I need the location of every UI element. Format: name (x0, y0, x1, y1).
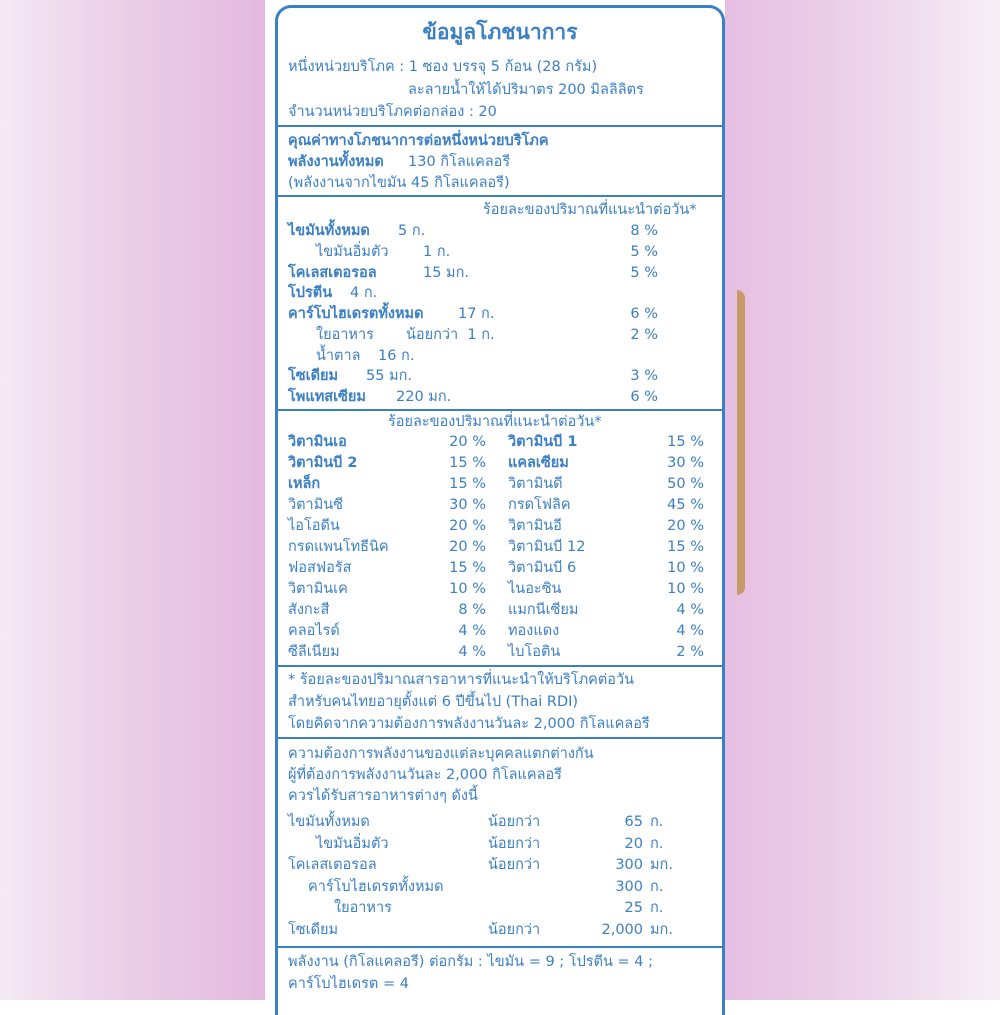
needs-value: 300 (615, 857, 643, 873)
vitamin-pct: 4 % (458, 623, 486, 639)
needs-label: โซเดียม (288, 921, 339, 938)
needs-line: ความต้องการพลังงานของแต่ละบุคคลแตกต่างกัน (288, 746, 594, 762)
needs-unit: ก. (650, 814, 664, 830)
vitamin-pct: 2 % (676, 644, 704, 660)
needs-value: 25 (624, 900, 643, 916)
separator (278, 195, 722, 197)
vitamin-label: วิตามินดี (508, 476, 563, 492)
nutrient-amount: 55 มก. (366, 368, 413, 384)
vitamin-label: วิตามินบี 12 (508, 539, 586, 555)
vitamin-label: คลอไรด์ (288, 623, 340, 639)
vitamin-label: วิตามินเค (288, 581, 348, 597)
vitamin-pct: 4 % (676, 623, 704, 639)
needs-unit: ก. (650, 900, 664, 916)
needs-qualifier: น้อยกว่า (488, 814, 541, 830)
nutrient-label: คาร์โบไฮเดรตทั้งหมด (288, 306, 424, 322)
vitamin-label: ซีลีเนียม (288, 644, 340, 660)
nutrient-amount: 1 ก. (423, 244, 451, 260)
vitamin-pct: 10 % (449, 581, 486, 597)
vitamin-pct: 8 % (458, 602, 486, 618)
vitamin-pct: 4 % (676, 602, 704, 618)
nutrient-label: ไขมันทั้งหมด (288, 223, 370, 239)
needs-qualifier: น้อยกว่า (488, 921, 541, 938)
needs-value: 300 (615, 878, 643, 895)
separator (278, 946, 722, 948)
needs-line: ผู้ที่ต้องการพลังงานวันละ 2,000 กิโลแคลอรี (288, 767, 562, 783)
nutrition-facts-panel (275, 5, 725, 1015)
needs-label: ไขมันอิ่มตัว (316, 835, 389, 852)
footnote-line: สำหรับคนไทยอายุตั้งแต่ 6 ปีขึ้นไป (Thai RDI) (288, 694, 579, 710)
vitamin-pct: 45 % (667, 497, 704, 513)
vitamin-pct: 4 % (458, 644, 486, 660)
nutrient-pct: 6 % (630, 389, 658, 405)
vitamin-pct: 15 % (449, 455, 486, 471)
package-decoration (737, 290, 745, 595)
nutrient-pct: 6 % (630, 306, 658, 322)
vitamin-label: สังกะสี (288, 602, 330, 618)
nutrient-label: โซเดียม (288, 368, 339, 384)
vitamin-pct: 50 % (667, 476, 704, 492)
nutrient-amount: 15 มก. (423, 265, 470, 281)
nutrient-label: โพแทสเซียม (288, 389, 366, 405)
vitamin-pct: 20 % (449, 518, 486, 534)
nutrient-amount: 220 มก. (396, 389, 452, 405)
nutrient-amount: 16 ก. (378, 348, 415, 364)
fat-energy: (พลังงานจากไขมัน 45 กิโลแคลอรี) (288, 175, 510, 191)
total-energy-value: 130 กิโลแคลอรี (408, 154, 511, 170)
nutrients-header: ร้อยละของปริมาณที่แนะนำต่อวัน* (483, 202, 697, 218)
vitamin-label: ทองแดง (508, 623, 560, 639)
vitamin-label: วิตามินบี 2 (288, 455, 358, 471)
needs-unit: มก. (650, 921, 673, 938)
separator (278, 409, 722, 411)
vitamins-header: ร้อยละของปริมาณที่แนะนำต่อวัน* (388, 414, 602, 430)
nutrient-label: น้ำตาล (316, 348, 361, 364)
nutrient-pct: 5 % (630, 265, 658, 281)
needs-value: 65 (624, 814, 643, 830)
nutrient-pct: 3 % (630, 368, 658, 384)
vitamin-label: วิตามินเอ (288, 434, 347, 450)
vitamin-label: วิตามินอี (508, 518, 562, 534)
vitamin-pct: 20 % (449, 539, 486, 555)
footnote-line: * ร้อยละของปริมาณสารอาหารที่แนะนำให้บริโภคต่อวัน (288, 672, 635, 688)
needs-label: โคเลสเตอรอล (288, 857, 377, 873)
nutrient-label: โปรตีน (288, 285, 333, 301)
panel-title: ข้อมูลโภชนาการ (422, 20, 578, 44)
vitamin-pct: 30 % (667, 455, 704, 471)
nutrient-pct: 5 % (630, 244, 658, 260)
vitamin-label: ไอโอดีน (288, 518, 340, 534)
nutrient-label: โคเลสเตอรอล (288, 265, 377, 281)
nutrient-amount: 5 ก. (398, 223, 426, 239)
vitamin-pct: 15 % (449, 560, 486, 576)
nutrient-pct: 2 % (630, 327, 658, 343)
needs-unit: มก. (650, 857, 673, 873)
vitamin-pct: 10 % (667, 581, 704, 597)
vitamin-label: เหล็ก (288, 476, 321, 492)
serving-size: หนึ่งหน่วยบริโภค : 1 ซอง บรรจุ 5 ก้อน (28 กรัม) (288, 59, 598, 75)
nutrient-pct: 8 % (630, 223, 658, 239)
energy-heading: คุณค่าทางโภชนาการต่อหนึ่งหน่วยบริโภค (288, 133, 549, 149)
nutrient-amount: 4 ก. (350, 285, 378, 301)
vitamin-pct: 15 % (449, 476, 486, 492)
vitamin-pct: 15 % (667, 539, 704, 555)
vitamin-pct: 20 % (449, 434, 486, 450)
vitamin-label: กรดโฟลิค (508, 497, 571, 513)
needs-unit: ก. (650, 835, 664, 852)
separator (278, 125, 722, 127)
vitamin-pct: 10 % (667, 560, 704, 576)
nutrient-label: ใยอาหาร (316, 327, 374, 343)
vitamin-label: แมกนีเซียม (508, 602, 579, 618)
package-background-left (0, 0, 265, 1000)
vitamin-label: กรดแพนโทธีนิค (288, 539, 389, 555)
vitamin-label: วิตามินบี 6 (508, 560, 577, 576)
footnote-line: โดยคิดจากความต้องการพลังงานวันละ 2,000 กิโลแคลอรี (288, 716, 650, 732)
needs-label: ใยอาหาร (334, 900, 392, 916)
needs-unit: ก. (650, 878, 664, 895)
vitamin-label: ไบโอติน (508, 644, 561, 660)
energy-per-gram-2: คาร์โบไฮเดรต = 4 (288, 976, 409, 992)
separator (278, 665, 722, 667)
nutrient-label: ไขมันอิ่มตัว (316, 244, 389, 260)
servings-per-box: จำนวนหน่วยบริโภคต่อกล่อง : 20 (288, 104, 497, 120)
nutrient-amount: น้อยกว่า 1 ก. (406, 327, 495, 343)
needs-value: 20 (624, 835, 643, 852)
needs-label: ไขมันทั้งหมด (288, 814, 370, 830)
vitamin-label: วิตามินบี 1 (508, 434, 578, 450)
vitamin-pct: 30 % (449, 497, 486, 513)
needs-value: 2,000 (601, 921, 643, 938)
vitamin-label: ฟอสฟอรัส (288, 560, 352, 576)
vitamin-label: แคลเซียม (508, 455, 569, 471)
needs-qualifier: น้อยกว่า (488, 835, 541, 852)
needs-label: คาร์โบไฮเดรตทั้งหมด (308, 878, 444, 895)
total-energy-label: พลังงานทั้งหมด (288, 154, 384, 170)
energy-per-gram: พลังงาน (กิโลแคลอรี) ต่อกรัม : ไขมัน = 9 ; โปรตีน = 4 ; (288, 954, 653, 970)
vitamin-label: วิตามินซี (288, 497, 344, 513)
vitamin-label: ไนอะซิน (508, 581, 562, 597)
vitamin-pct: 15 % (667, 434, 704, 450)
needs-line: ควรได้รับสารอาหารต่างๆ ดังนี้ (288, 788, 478, 804)
vitamin-pct: 20 % (667, 518, 704, 534)
serving-prep: ละลายน้ำให้ได้ปริมาตร 200 มิลลิลิตร (408, 82, 644, 98)
separator (278, 737, 722, 739)
nutrient-amount: 17 ก. (458, 306, 495, 322)
package-background-right (725, 0, 1000, 1000)
needs-qualifier: น้อยกว่า (488, 857, 541, 873)
